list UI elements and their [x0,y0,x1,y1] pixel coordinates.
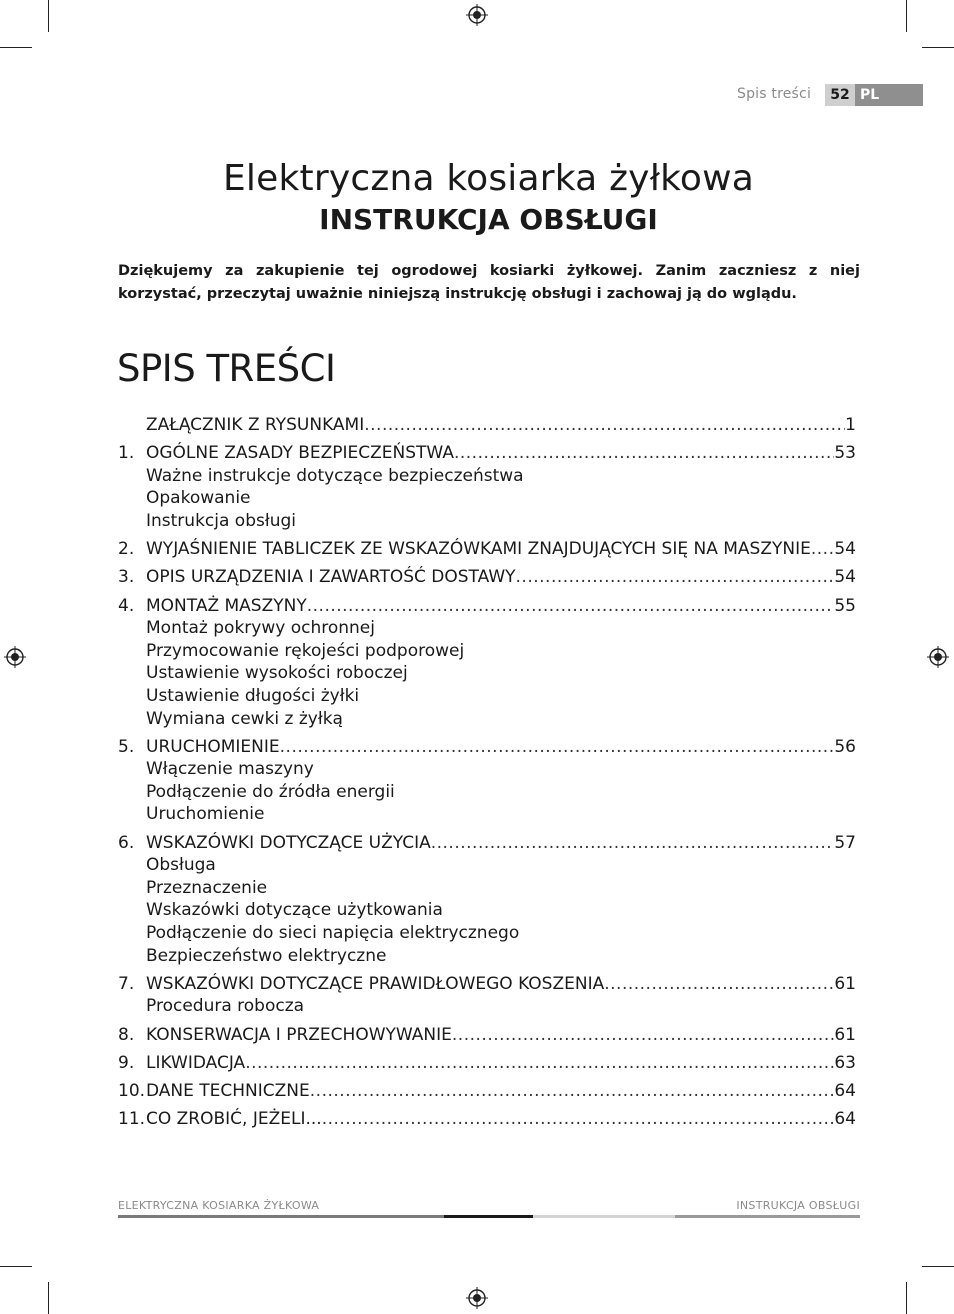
toc-entry-number: 9. [118,1052,135,1073]
registration-mark-icon [466,1287,488,1309]
toc-entry [118,1108,856,1131]
toc-entry-line [118,566,856,589]
toc-entry-label: OGÓLNE ZASADY BEZPIECZEŃSTWA [146,443,454,464]
toc-entry-line [118,595,856,618]
toc-entry-line [118,736,856,759]
footer-left-label: ELEKTRYCZNA KOSIARKA ŻYŁKOWA [118,1199,320,1212]
table-of-contents [118,414,856,1136]
toc-entry-label: KONSERWACJA I PRZECHOWYWANIE [146,1024,452,1045]
toc-entry-label: WYJAŚNIENIE TABLICZEK ZE WSKAZÓWKAMI ZNAJDUJĄCYCH SIĘ NA MASZYNIE [146,539,811,560]
toc-entry-page: 57 [834,832,856,853]
header-section-label: Spis treści [737,86,812,102]
toc-entry-page: 63 [834,1052,856,1073]
toc-entry-number: 4. [118,595,135,616]
toc-entry [118,595,856,731]
toc-entry-line [118,1024,856,1047]
crop-mark [922,1266,954,1267]
toc-entry [118,566,856,589]
footer-bar-segment [533,1215,675,1218]
toc-entry-page: 61 [834,973,856,994]
toc-entry-line [118,442,856,465]
toc-entry-label: ZAŁĄCZNIK Z RYSUNKAMI [146,415,365,435]
document-title: Elektryczna kosiarka żyłkowa [222,158,755,199]
toc-entry [118,1024,856,1047]
toc-entry-label: MONTAŻ MASZYNY [146,595,307,616]
toc-entry-page: 64 [834,1109,856,1130]
toc-entry-page: 56 [834,736,856,757]
toc-entry-number: 1. [118,443,135,464]
toc-leader-dots [604,973,834,996]
toc-subitem: Wskazówki dotyczące użytkowania [146,900,443,921]
toc-entry-number: 5. [118,736,135,757]
toc-entry-number: 11. [118,1109,146,1130]
toc-entry-label: WSKAZÓWKI DOTYCZĄCE PRAWIDŁOWEGO KOSZENIA [146,973,605,994]
toc-entry-number: 6. [118,832,135,853]
toc-entry [118,832,856,968]
toc-entry-line [118,414,856,437]
registration-mark-icon [4,646,26,668]
toc-subitem: Ważne instrukcje dotyczące bezpieczeństwa [146,465,524,486]
toc-subitem: Montaż pokrywy ochronnej [146,618,375,639]
registration-mark-icon [466,4,488,26]
toc-entry [118,442,856,532]
toc-leader-dots [364,414,845,437]
toc-leader-dots [431,832,835,855]
language-badge: PL [855,84,923,106]
page-number-badge: 52 [825,84,855,106]
toc-leader-dots [310,1080,835,1103]
toc-entry-page: 55 [834,595,856,616]
toc-subitem: Podłączenie do źródła energii [146,781,395,802]
toc-entry-page: 54 [834,539,856,560]
crop-mark [0,1266,32,1267]
document-subtitle: INSTRUKCJA OBSŁUGI [319,203,658,236]
crop-mark [906,1282,907,1314]
toc-subitem: Przeznaczenie [146,877,268,898]
toc-subitem: Procedura robocza [146,996,305,1017]
toc-subitem: Wymiana cewki z żyłką [146,708,343,729]
toc-entry-line [118,832,856,855]
toc-entry-number: 7. [118,973,135,994]
toc-entry-number: 3. [118,567,135,588]
toc-entry-label: LIKWIDACJA [146,1052,246,1073]
toc-entry-page: 61 [834,1024,856,1045]
registration-mark-icon [927,646,949,668]
toc-entry-label: URUCHOMIENIE [146,736,280,757]
footer-bar-segment [444,1215,533,1218]
toc-leader-dots [245,1052,834,1075]
toc-entry-line [118,538,856,561]
toc-leader-dots [280,736,835,759]
toc-leader-dots [322,1108,835,1131]
toc-entry-page: 53 [834,443,856,464]
toc-subitem: Przymocowanie rękojeści podporowej [146,640,465,661]
toc-entry-line [118,1108,856,1131]
toc-subitem: Podłączenie do sieci napięcia elektrycznego [146,923,520,944]
toc-subitem: Ustawienie długości żyłki [146,685,360,706]
toc-entry-label: CO ZROBIĆ, JEŻELI... [146,1109,322,1130]
crop-mark [922,47,954,48]
toc-entry [118,736,856,826]
crop-mark [0,47,32,48]
toc-entry-label: OPIS URZĄDZENIA I ZAWARTOŚĆ DOSTAWY [146,567,516,588]
footer-bar-segment [118,1215,444,1218]
crop-mark [906,0,907,32]
toc-entry-number: 10. [118,1080,146,1101]
intro-paragraph: Dziękujemy za zakupienie tej ogrodowej kosiarki żyłkowej. Zanim zaczniesz z niej korzystać, przeczytaj uważnie niniejszą instrukcję obsługi i zachowaj ją do wglądu. [118,263,860,302]
toc-leader-dots [454,442,834,465]
toc-subitem: Obsługa [146,855,216,876]
toc-entry-page: 1 [845,415,856,435]
toc-leader-dots [811,538,835,561]
toc-entry [118,1052,856,1075]
crop-mark [48,0,49,32]
toc-heading: SPIS TREŚCI [117,347,336,390]
toc-leader-dots [307,595,835,618]
toc-entry-line [118,973,856,996]
toc-entry [118,1080,856,1103]
toc-entry [118,973,856,1018]
toc-entry [118,414,856,437]
toc-entry-page: 54 [834,567,856,588]
toc-entry-number: 2. [118,539,135,560]
toc-subitem: Bezpieczeństwo elektryczne [146,945,387,966]
toc-leader-dots [516,566,835,589]
toc-subitem: Opakowanie [146,488,251,509]
crop-mark [48,1282,49,1314]
toc-entry-line [118,1052,856,1075]
footer-right-label: INSTRUKCJA OBSŁUGI [736,1199,860,1212]
toc-subitem: Uruchomienie [146,804,265,825]
toc-leader-dots [452,1024,834,1047]
toc-entry [118,538,856,561]
toc-subitem: Instrukcja obsługi [146,510,296,531]
toc-entry-label: WSKAZÓWKI DOTYCZĄCE UŻYCIA [146,832,431,853]
footer-bar-segment [675,1215,860,1218]
toc-entry-page: 64 [834,1080,856,1101]
toc-entry-label: DANE TECHNICZNE [146,1080,310,1101]
toc-entry-line [118,1080,856,1103]
toc-subitem: Włączenie maszyny [146,759,314,780]
toc-subitem: Ustawienie wysokości roboczej [146,663,408,684]
toc-entry-number: 8. [118,1024,135,1045]
